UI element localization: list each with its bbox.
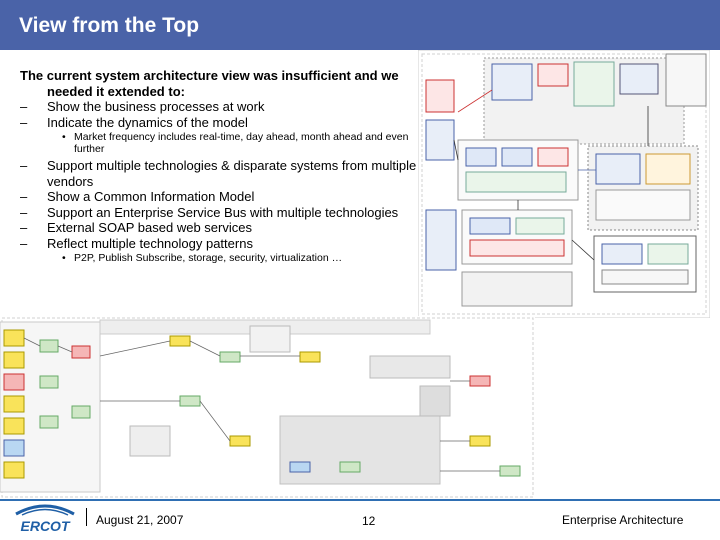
bullet-item: – External SOAP based web services [20,220,252,235]
bullet-item: – Reflect multiple technology patterns [20,235,253,251]
dot-marker: • [62,131,66,143]
bullet-item: – Support multiple technologies & disparate systems from multiple vendors [20,158,417,189]
title-bar [0,0,720,50]
sub-bullet-item: • P2P, Publish Subscribe, storage, security, virtualization … [62,252,343,264]
page-number: 12 [362,514,376,528]
footer-divider [0,499,720,501]
architecture-diagram-thumbnail [418,50,710,318]
dash-marker: – [20,114,28,130]
ercot-logo [12,500,78,538]
slide-title: View from the Top [19,14,200,37]
footer-section-title: Enterprise Architecture [562,513,684,527]
dash-marker: – [20,204,28,220]
dash-marker: – [20,158,28,173]
dash-marker: – [20,220,28,235]
footer-separator [86,508,87,526]
dash-marker: – [20,99,28,114]
bullet-item: – Show a Common Information Model [20,189,255,204]
business-process-diagram-thumbnail [0,316,535,499]
lead-text: The current system architecture view was insufficient and we needed it extended to: [20,68,399,99]
bullet-item: – Indicate the dynamics of the model [20,114,248,130]
footer-date: August 21, 2007 [96,513,184,527]
sub-bullet-item: • Market frequency includes real-time, day ahead, month ahead and even further [62,131,409,155]
bullet-item: – Show the business processes at work [20,99,265,114]
dash-marker: – [20,189,28,204]
slide-body [20,68,420,267]
dot-marker: • [62,252,66,264]
bullet-item: – Support an Enterprise Service Bus with multiple technologies [20,204,399,220]
svg-text:ERCOT: ERCOT [20,518,70,534]
dash-marker: – [20,235,28,251]
